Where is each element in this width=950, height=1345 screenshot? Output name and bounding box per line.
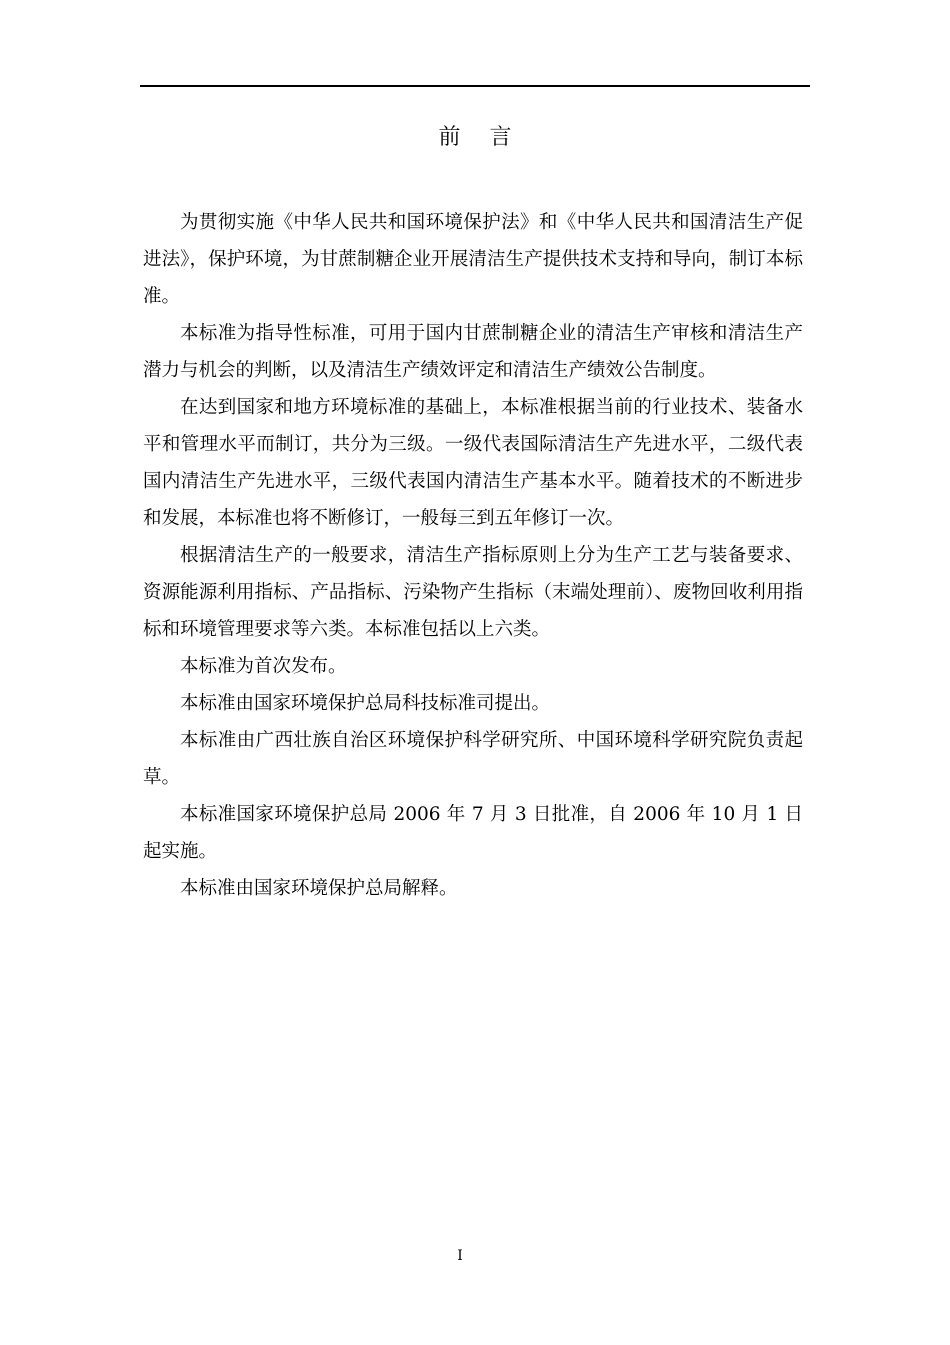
paragraph-first-release: 本标准为首次发布。 <box>180 656 347 677</box>
page-number: I <box>457 1248 463 1264</box>
paragraph-drafters: 本标准由广西壮族自治区环境保护科学研究所、中国环境科学研究院负责起草。 <box>143 730 803 788</box>
paragraph-purpose: 为贯彻实施《中华人民共和国环境保护法》和《中华人民共和国清洁生产促进法》，保护环境，为甘蔗制糖企业开展清洁生产提供技术支持和导向，制订本标准。 <box>143 212 803 307</box>
foreword-body <box>143 204 803 907</box>
paragraph-approval: 本标准国家环境保护总局 2006 年 7 月 3 日批准，自 2006 年 10 月 1 日起实施。 <box>143 804 803 862</box>
header-rule <box>140 85 810 87</box>
paragraph-interpretation: 本标准由国家环境保护总局解释。 <box>180 878 458 899</box>
paragraph-proposer: 本标准由国家环境保护总局科技标准司提出。 <box>180 693 551 714</box>
paragraph-indicators: 根据清洁生产的一般要求，清洁生产指标原则上分为生产工艺与装备要求、资源能源利用指标、产品指标、污染物产生指标（末端处理前）、废物回收利用指标和环境管理要求等六类。本标准包括以上六类。 <box>143 545 803 640</box>
page-title: 前 言 <box>438 125 523 150</box>
paragraph-levels: 在达到国家和地方环境标准的基础上，本标准根据当前的行业技术、装备水平和管理水平而制订，共分为三级。一级代表国际清洁生产先进水平，二级代表国内清洁生产先进水平，三级代表国内清洁生产基本水平。随着技术的不断进步和发展，本标准也将不断修订，一般每三到五年修订一次。 <box>143 397 803 529</box>
paragraph-scope: 本标准为指导性标准，可用于国内甘蔗制糖企业的清洁生产审核和清洁生产潜力与机会的判断，以及清洁生产绩效评定和清洁生产绩效公告制度。 <box>143 323 803 381</box>
